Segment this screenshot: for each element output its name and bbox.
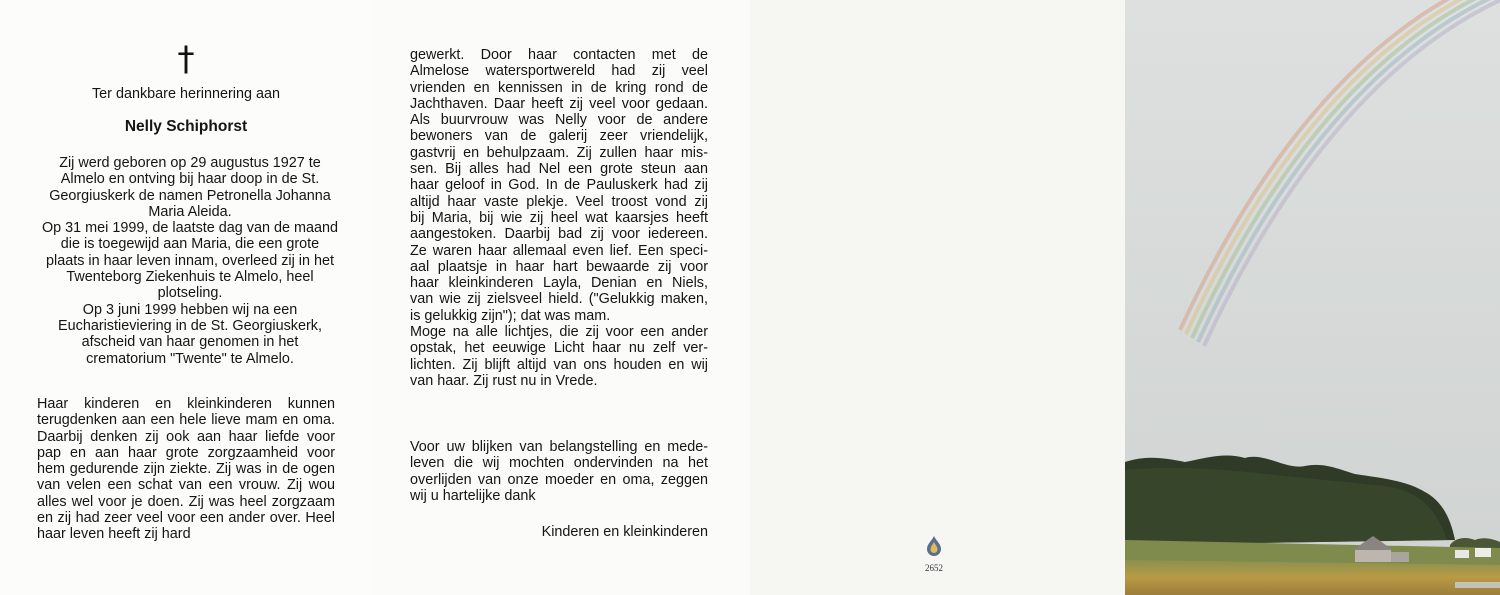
- text-line: Ze waren haar allemaal even lief. Een speci-: [410, 242, 708, 259]
- thanks-paragraph: [410, 439, 708, 504]
- print-code: 2652: [925, 563, 943, 573]
- printer-logo-icon: [922, 534, 946, 558]
- card-back-panel: [750, 0, 1125, 595]
- text-line: gewerkt. Door haar contacten met de: [410, 47, 708, 63]
- text-line: haar kleinkinderen Layla, Denian en Niels,: [410, 275, 708, 292]
- thanks-line: Voor uw blijken van belangstelling en mede-: [410, 439, 708, 455]
- rainbow-landscape-image: [1125, 0, 1500, 595]
- text-line: altijd haar vaste plekje. Veel troost vond zij: [410, 193, 708, 210]
- thanks-line: wij u hartelijke dank: [410, 487, 536, 504]
- text-line: opstak, het eeuwige Licht haar nu zelf ver-: [410, 340, 708, 357]
- text-line: Almelose watersportwereld had zij veel: [410, 63, 708, 80]
- deceased-name: Nelly Schiphorst: [124, 118, 248, 135]
- text-line: sen. Bij alles had Nel een grote steun aan: [410, 161, 708, 178]
- text-line: bewoners van de galerij zeer vriendelijk,: [410, 128, 708, 145]
- text-line: is gelukkig zijn"); dat was mam.: [410, 307, 611, 324]
- thanks-line: leven die wij mochten ondervinden na het: [410, 455, 708, 472]
- text-line: aal plaatsje in haar hart bewaarde zij voor: [410, 258, 708, 275]
- landscape-photo: [1125, 0, 1500, 595]
- continuation-text: [410, 47, 708, 389]
- text-line: van haar. Zij rust nu in Vrede.: [410, 372, 598, 389]
- text-line: Moge na alle lichtjes, die zij voor een ander: [410, 324, 708, 341]
- text-line: van wie zij zielsveel hield. ("Gelukkig maken,: [410, 291, 708, 308]
- text-line: Als buurvrouw was Nelly voor de andere: [410, 112, 708, 129]
- bio-paragraph-death: Op 31 mei 1999, de laatste dag van de maand die is toegewijd aan Maria, die een grote plaats in haar leven innam, overleed zij in het Twenteborg Ziekenhuis te Almelo, heel plotseling.: [41, 220, 338, 302]
- biography: [40, 155, 340, 367]
- cross-icon: †: [177, 39, 195, 79]
- text-line: aangestoken. Daarbij bad zij voor iedereen.: [410, 226, 708, 243]
- bio-paragraph-farewell: Op 3 juni 1999 hebben wij na een Eucharistieviering in de St. Georgiuskerk, afscheid van haar genomen in het crematorium "Twente" te Almelo.: [58, 301, 322, 367]
- intro-text: Ter dankbare herinnering aan: [91, 86, 280, 102]
- text-line: bij Maria, bij wie zij heel wat kaarsjes heeft: [410, 209, 708, 226]
- signoff: Kinderen en kleinkinderen: [541, 524, 708, 540]
- thanks-line: overlijden van onze moeder en oma, zeggen: [410, 471, 708, 488]
- memories-paragraph: Haar kinderen en kleinkinderen kunnen terugdenken aan een hele lieve mam en oma. Daarbij denken zij ook aan haar liefde voor pap en aan haar grote zorgzaamheid voor hem gedurende zijn ziekte. Zij was in de ogen van velen een schat van een vrouw. Zij wou alles wel voor je doen. Zij was heel zorgzaam en zij had zeer veel voor een ander over. Heel haar leven heeft zij hard: [37, 396, 335, 543]
- text-line: lichten. Zij blijft altijd van ons houden en wij: [410, 356, 708, 373]
- bio-paragraph-birth: Zij werd geboren op 29 augustus 1927 te Almelo en ontving bij haar doop in de St. Georgiuskerk de namen Petronella Johanna Maria Aleida.: [49, 155, 331, 220]
- text-line: gastvrij en behulpzaam. Zij zullen haar mis-: [410, 144, 708, 161]
- text-line: Jachthaven. Daar heeft zij veel voor gedaan.: [410, 95, 708, 112]
- text-line: vrienden en kennissen in de kring rond de: [410, 79, 708, 96]
- text-line: haar geloof in God. In de Pauluskerk had zij: [410, 177, 708, 194]
